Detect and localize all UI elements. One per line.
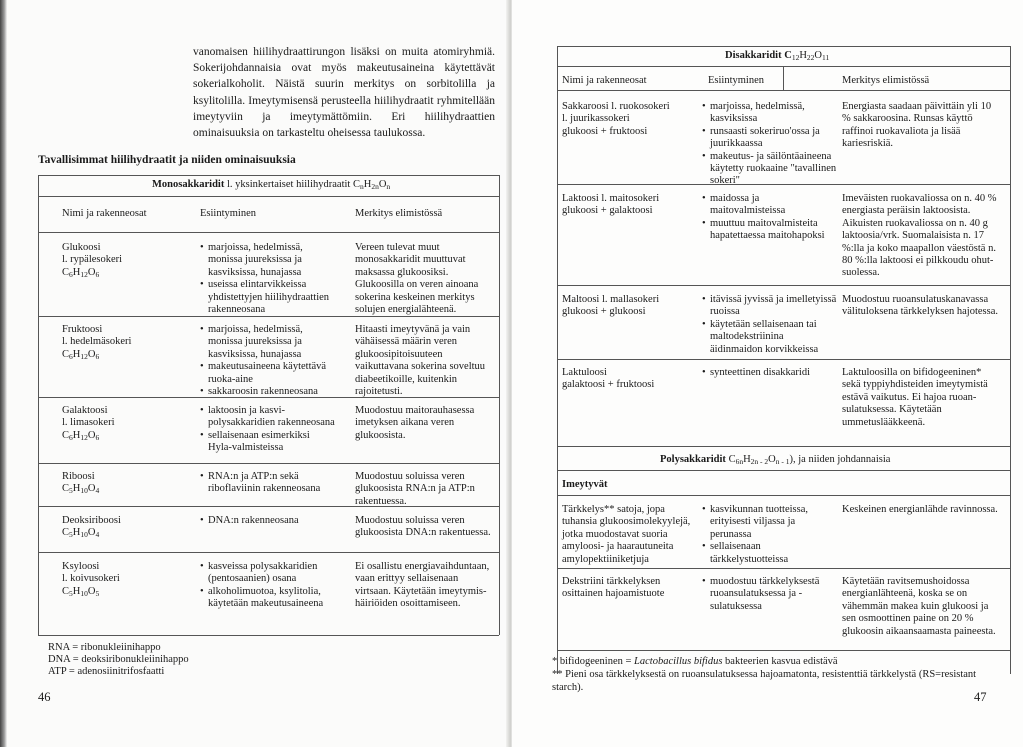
significance-text: Käytetään ravitsemushoidossa energianlähteenä, koska se on vähemmän makea kuin glukoosi ja sen osmoottinen paine on 20 % glukoosin aikaansaamasta paineesta. [842,576,996,637]
table-header-rule [38,232,499,233]
name-line: l. juurikassokeri [562,113,630,125]
name-line: l. limasokeri [62,417,115,429]
list-item: • sellaisenaan esimerkiksi Hyla-valmisteissa [200,430,335,455]
row-divider [38,463,499,464]
occurrence-list [200,561,340,611]
book-binding-edge [0,0,7,747]
table-title-rest: l. yksinkertaiset hiilihydraatit C [224,179,360,190]
row-name [62,561,187,598]
row-name [562,101,702,138]
list-item: • marjoissa, hedelmissä, kasviksissa [702,101,837,126]
formula-part: O [768,454,776,465]
list-item: • makeutus- ja säilöntäaineena käytetty ruokaaine "tavallinen sokeri" [702,151,837,188]
list-item: • runsaasti sokeriruo'ossa ja juurikkaassa [702,126,837,151]
significance-text: Muodostuu soluissa veren glukoosista RNA:n ja ATP:n rakentuessa. [355,471,475,507]
header-divider [783,66,784,90]
formula-part: O [814,50,822,61]
formula-part: H [799,50,807,61]
occurrence-list [200,242,335,316]
list-item: • marjoissa, hedelmissä, monissa juureksissa ja kasviksissa, hunajassa [200,242,335,279]
name-line: glukoosi + galaktoosi [562,205,653,217]
name-line: Galaktoosi [62,405,108,416]
occurrence-list [702,294,837,356]
intro-paragraph [193,44,495,141]
significance-text: Muodostuu ruoansulatuskanavassa välituloksena tärkkelyksen hajotessa. [842,294,998,318]
right-page [512,0,1023,747]
list-item: • DNA:n rakenneosana [200,515,340,527]
table-bottom-rule [557,650,1010,651]
page-number: 46 [38,690,51,704]
row-divider [557,446,1010,447]
name-line: Ksyloosi [62,561,100,572]
name-line: glukoosi + fruktoosi [562,125,648,137]
row-name [562,294,702,319]
formula: $C_5H_{10}O_4$ [62,527,100,540]
footnote-starch: ** Pieni osa tärkkelyksestä on ruoansulatuksessa hajoamatonta, resistenttiä tärkkelystä (RS=resistant starch). [552,669,977,693]
name-line: l. hedelmäsokeri [62,336,132,348]
occurrence-list [702,576,837,613]
header-occurrence: Esiintyminen [200,208,256,219]
formula-part: n - 1 [775,457,790,466]
imeytyvat-heading: Imeytyvät [562,479,608,490]
header-occurrence: Esiintyminen [708,75,764,86]
significance-text: Energiasta saadaan päivittäin yli 10 % sakkaroosina. Runsas käyttö raffinoi ruokavaliota ja lisää kariesriskiä. [842,101,992,150]
occurrence-list [702,504,837,566]
row-divider [557,470,1010,471]
legend-line: DNA = deoksiribonukleiinihappo [48,654,189,665]
formula-part: C [725,454,736,465]
list-item: • muuttuu maitovalmisteita hapatettaessa maitohapoksi [702,218,837,243]
significance-text: Muodostuu soluissa veren glukoosista DNA:n rakentuessa. [355,515,491,539]
list-item: • maidossa ja maitovalmisteissa [702,193,837,218]
formula-part: 22 [806,53,815,62]
table-top-rule [557,46,1010,47]
occurrence-list [200,324,335,398]
formula-part: 6n [735,457,744,466]
name-line: l. rypälesokeri [62,254,123,266]
list-item: • makeutusaineena käytettävä ruoka-aine [200,361,335,386]
name-line: glukoosi + glukoosi [562,306,646,318]
abbreviation-legend [48,642,189,678]
row-name [62,324,187,361]
list-item: • itävissä jyvissä ja imelletyissä ruoissa [702,294,837,319]
row-divider [557,495,1010,496]
row-name: Dekstriini tärkkelyksen osittainen hajoamistuote [562,576,665,600]
list-item: • kasvikunnan tuotteissa, erityisesti viljassa ja perunassa [702,504,837,541]
formula-part: 12 [791,53,800,62]
formula-part: 11 [822,53,830,62]
intro-text: vanomaisen hiilihydraattirungon lisäksi on muita atomiryhmiä. Sokerijohdannaisia ovat myös makeutusaineina käytettävät sokerialkoholit. Näistä suurin merkitys on sorbitolilla ja ksylitolilla. Imeytymisensä perusteella hiilihydraatit ryhmitellään imeytyviin ja imeytymättömiin. Eri hiilihydraattien ominaisuuksia on tarkasteltu oheisessa taulukossa. [193,46,495,140]
row-name [562,367,702,392]
row-divider [557,285,1010,286]
table-left-rule [557,46,558,674]
formula: $C_6H_{12}O_6$ [62,266,100,279]
header-name: Nimi ja rakenneosat [62,208,147,219]
name-line: Riboosi [62,471,95,482]
list-item: • RNA:n ja ATP:n sekä riboflaviinin rakenneosana [200,471,340,496]
footnote-bifidogeeninen [552,656,1012,669]
list-item: • kasveissa polysakkaridien (pentosaanien) osana [200,561,340,586]
name-line: galaktoosi + fruktoosi [562,379,655,391]
polysakkaridit-label: Polysakkaridit [660,454,726,465]
header-significance: Merkitys elimistössä [355,208,443,219]
table-left-rule [38,175,39,635]
occurrence-list [702,367,837,379]
table-right-rule [499,175,500,635]
row-divider [557,568,1010,569]
name-line: l. koivusokeri [62,573,120,585]
list-item: • sellaisenaan tärkkelystuotteissa [702,541,837,566]
footnote-text: bakteerien kasvua edistävä [722,656,838,667]
list-item: • synteettinen disakkaridi [702,367,837,379]
row-name [562,193,702,218]
table-right-rule [1010,46,1011,674]
row-name: Tärkkelys** satoja, jopa tuhansia glukoosimolekyylejä, jotka muodostavat suoria amyloosi- ja haarautuneita amylopektiiniketjuja [562,504,691,565]
list-item: • alkoholimuotoa, ksylitolia, käytetään makeutusaineena [200,586,340,611]
polysakkaridit-title [660,454,890,466]
name-line: Deoksiriboosi [62,515,121,526]
list-item: • laktoosin ja kasvipolysakkaridien rakenneosana [200,405,335,430]
name-line: Laktuloosi [562,367,607,378]
formula-part: H [743,454,751,465]
legend-line: RNA = ribonukleiinihappo [48,642,161,653]
table-top-rule [38,175,499,176]
row-name [62,405,187,442]
significance-text: Vereen tulevat muut monosakkaridit muuttuvat maksassa glukoosiksi. Glukoosilla on veren ainoana sokerina keskeinen merkitys solujen energialähteenä. [355,242,479,316]
name-line: Glukoosi [62,242,101,253]
row-divider [557,359,1010,360]
section-title: Tavallisimmat hiilihydraatit ja niiden ominaisuuksia [38,154,296,166]
list-item: • useissa elintarvikkeissa yhdistettyjen hiilihydraattien rakenneosana [200,279,335,316]
formula: $C_5H_{10}O_5$ [62,585,100,598]
header-name: Nimi ja rakenneosat [562,75,647,86]
name-line: Sakkaroosi l. ruokosokeri [562,101,670,112]
significance-text: Imeväisten ruokavaliossa on n. 40 % energiasta peräisin laktoosista. Aikuisten ruokavaliossa on n. 40 g laktoosia/vrk. Suomalaisista n. 17 %:lla ja koko maapallon väestöstä n. 80 %:lla laktoosi ei pilkkoudu ohutsuolessa. [842,193,997,279]
list-item: • marjoissa, hedelmissä, monissa juureksissa ja kasviksissa, hunajassa [200,324,335,361]
table-bottom-rule [38,635,499,636]
list-item: • käytetään sellaisenaan tai maltodekstriinina äidinmaidon korvikkeissa [702,319,837,356]
header-significance: Merkitys elimistössä [842,75,930,86]
disakkaridit-title [725,50,829,62]
significance-text: Laktuloosilla on bifidogeeninen* sekä typpiyhdisteiden imeytymistä estävä vaikutus. Ei hajoa ruoansulatuksessa. Käytetään ummetuslääkkeenä. [842,367,988,428]
formula: $C_6H_{12}O_6$ [62,348,100,361]
name-line: Fruktoosi [62,324,103,335]
significance-text: Keskeinen energianlähde ravinnossa. [842,504,998,515]
table-title-rule [38,196,499,197]
list-item: • sakkaroosin rakenneosana [200,386,335,398]
row-name [62,242,187,279]
formula: $C_6H_{12}O_6$ [62,429,100,442]
footnote-text: * bifidogeeninen = [552,656,635,667]
name-line: Maltoosi l. mallasokeri [562,294,660,305]
list-item: • muodostuu tärkkelyksestä ruoansulatuksessa ja -sulatuksessa [702,576,837,613]
footnote-species: Lactobacillus bifidus [634,656,723,667]
significance-text: Muodostuu maitorauhasessa imetyksen aikana veren glukoosista. [355,405,475,441]
monosakkaridit-title: Monosakkaridit l. yksinkertaiset hiilihydraatit $C_nH_{2n}O_n$ [152,179,391,191]
occurrence-list [200,471,340,496]
legend-line: ATP = adenosiinitrifosfaatti [48,666,165,677]
name-line: Laktoosi l. maitosokeri [562,193,660,204]
occurrence-list [702,101,837,188]
significance-text: Hitaasti imeytyvänä ja vain vähäisessä määrin veren glukoosipitoisuuteen vaikuttavana sokerina soveltuu diabeetikoille, kuitenkin rajoitetusti. [355,324,486,398]
header-rule [557,90,1010,91]
page-number: 47 [974,690,987,704]
table-title-bold: Monosakkaridit [152,179,225,190]
row-name [62,471,187,496]
formula-part: ), ja niiden johdannaisia [789,454,891,465]
occurrence-list [200,515,340,527]
row-divider [38,552,499,553]
disakkaridit-label: Disakkaridit C [725,50,792,61]
formula-part: 2n - 2 [750,457,769,466]
occurrence-list [200,405,335,455]
row-name [62,515,187,540]
occurrence-list [702,193,837,243]
significance-text: Ei osallistu energiavaihduntaan, vaan erittyy sellaisenaan virtsaan. Käytetään imeytymishäiriöiden osoittamiseen. [355,561,490,610]
left-page [0,0,510,747]
formula: $C_5H_{10}O_4$ [62,483,100,496]
